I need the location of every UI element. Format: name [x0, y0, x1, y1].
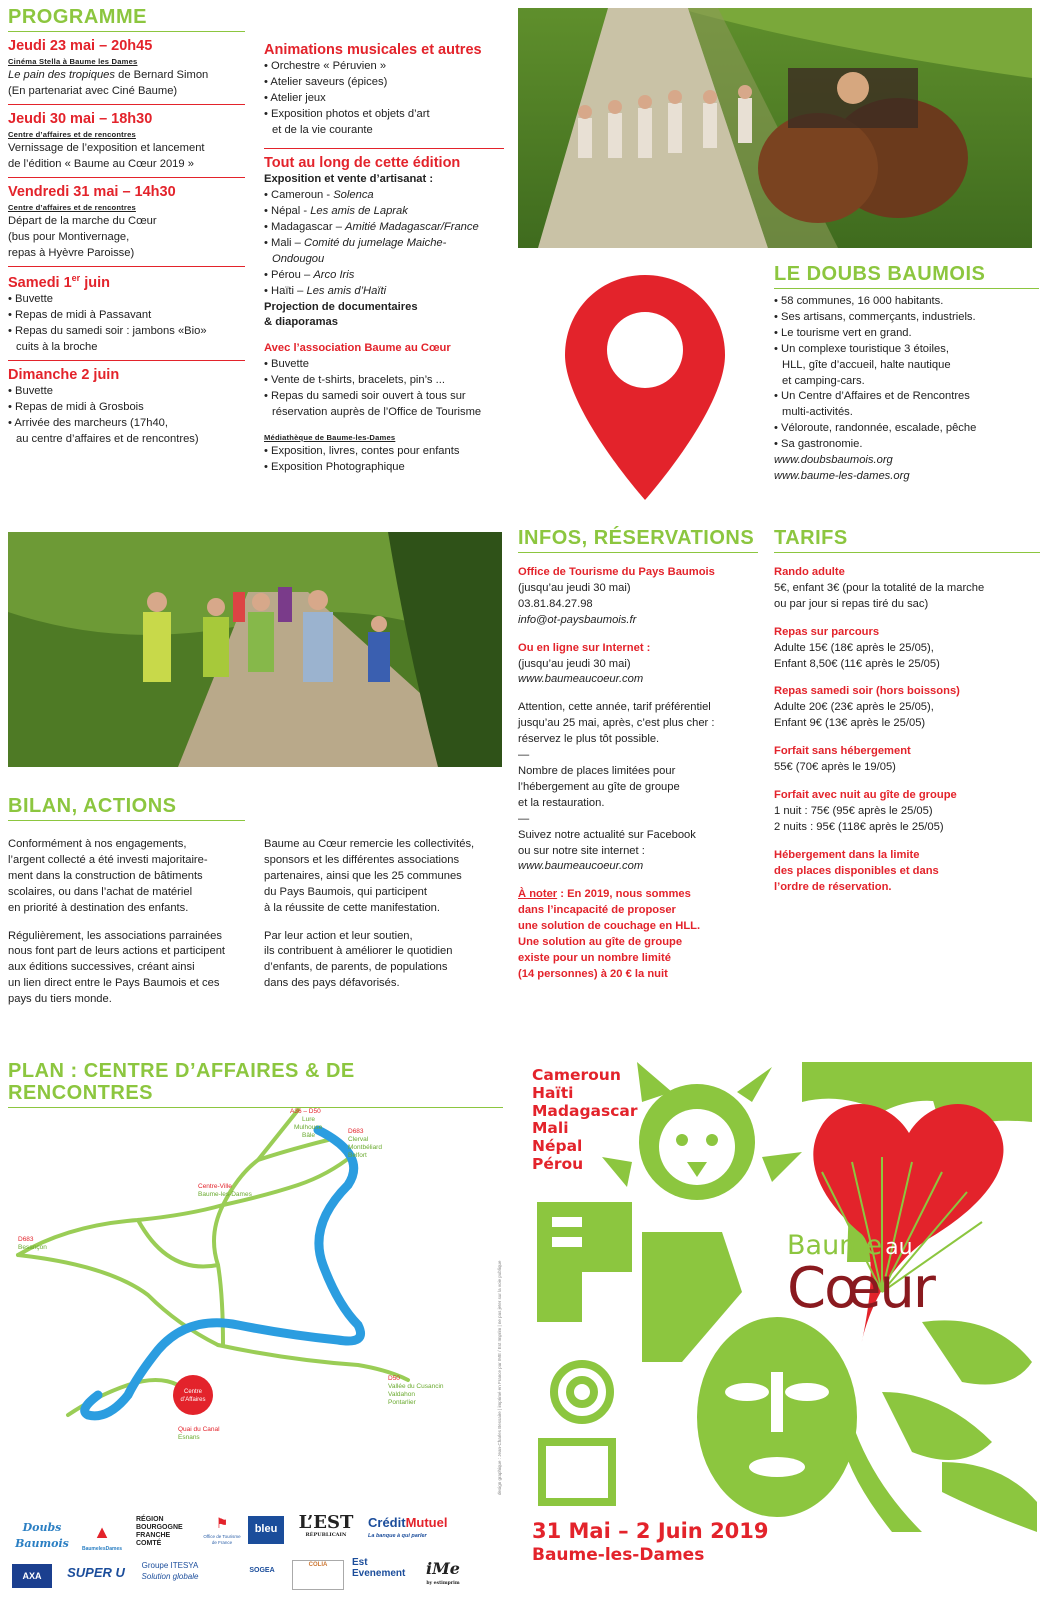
map-label: Belfort: [348, 1152, 367, 1159]
map-label: D683: [18, 1236, 34, 1243]
event-line: repas à Hyèvre Paroisse): [8, 246, 135, 259]
text-line: Régulièrement, les associations parrainées: [8, 929, 222, 942]
sponsor-est-republicain: L’EST RÉPUBLICAIN: [298, 1512, 354, 1538]
text-line: Baume au Cœur remercie les collectivités,: [264, 838, 475, 850]
divider: [264, 148, 504, 149]
list-item: • Exposition photos et objets d’art: [264, 108, 430, 121]
event-heading: Vendredi 31 mai – 14h30: [8, 183, 176, 200]
tarif-note: des places disponibles et dans: [774, 864, 939, 877]
list-item: réservation auprès de l’Office de Tourisme: [272, 406, 482, 418]
text-line: Conformément à nos engagements,: [8, 838, 187, 850]
country-name: Népal: [532, 1137, 583, 1156]
map-label: Quai du Canal: [178, 1426, 220, 1433]
text-line: un lien direct entre le Pays Baumois et ces: [8, 977, 220, 990]
list-item: • Vente de t-shirts, bracelets, pin’s ...: [264, 374, 445, 387]
event-line: • Repas du samedi soir : jambons «Bio»: [8, 324, 207, 337]
map-label: Besançon: [18, 1244, 47, 1251]
tarifs-section: [774, 527, 1040, 895]
bilan-section: [8, 795, 503, 833]
list-item: • Un Centre d’Affaires et de Rencontres: [774, 390, 970, 403]
event-line: • Buvette: [8, 293, 53, 306]
subheading: & diaporamas: [264, 316, 338, 329]
online-heading: Ou en ligne sur Internet :: [518, 641, 651, 654]
event-dates: 31 Mai – 2 Juin 2019: [532, 1519, 769, 1543]
info-line: jusqu’au 25 mai, après, c’est plus cher :: [518, 717, 715, 730]
office-heading: Office de Tourisme du Pays Baumois: [518, 566, 715, 578]
list-item: • Repas du samedi soir ouvert à tous sur: [264, 390, 466, 403]
tarif-heading: Rando adulte: [774, 566, 845, 578]
plan-title: PLAN : CENTRE D’AFFAIRES & DE RENCONTRES: [8, 1060, 355, 1104]
tarif-heading: Forfait sans hébergement: [774, 745, 911, 758]
event-line: cuits à la broche: [16, 340, 98, 353]
tarif-line: ou par jour si repas tiré du sac): [774, 597, 929, 610]
tarif-line: 2 nuits : 95€ (118€ après le 25/05): [774, 820, 944, 833]
list-item: • Cameroun - Solenca: [264, 189, 374, 202]
event-line: • Repas de midi à Passavant: [8, 308, 152, 321]
location-pin-icon: [560, 270, 730, 505]
list-item: et camping-cars.: [782, 374, 865, 387]
note-line: Une solution au gîte de groupe: [518, 936, 683, 949]
event-heading: Dimanche 2 juin: [8, 366, 120, 383]
dash-separator: —: [518, 812, 530, 825]
event-venue: Centre d’affaires et de rencontres: [8, 203, 136, 213]
text-line: nous font part de leurs actions et participent: [8, 945, 226, 958]
list-item: • Népal - Les amis de Laprak: [264, 205, 408, 218]
tarif-heading: Forfait avec nuit au gîte de groupe: [774, 788, 957, 801]
list-item: • Pérou – Arco Iris: [264, 268, 355, 281]
map-label: Mulhouse: [294, 1124, 323, 1131]
dash-separator: —: [518, 749, 530, 762]
bilan-column-right: [264, 837, 504, 992]
list-item: • Exposition Photographique: [264, 460, 405, 473]
info-line: Nombre de places limitées pour: [518, 764, 676, 777]
country-name: Pérou: [532, 1155, 584, 1174]
sponsor-france-bleu: bleu: [248, 1516, 284, 1544]
sponsor-axa: AXA: [12, 1564, 52, 1588]
tarif-line: Enfant 8,50€ (11€ après le 25/05): [774, 657, 940, 670]
tarif-heading: Repas samedi soir (hors boissons): [774, 685, 960, 698]
info-line: Attention, cette année, tarif préférentiel: [518, 701, 711, 714]
event-heading: Samedi 1er juin: [8, 272, 110, 291]
sponsor-super-u: SUPER U: [67, 1565, 125, 1580]
list-item: • Sa gastronomie.: [774, 438, 863, 451]
map-label: Esnans: [178, 1434, 200, 1441]
divider: [8, 177, 245, 178]
tarif-line: Enfant 9€ (13€ après le 25/05): [774, 717, 926, 730]
map-label: D50: [388, 1375, 400, 1382]
phone-number: 03.81.84.27.98: [518, 597, 593, 610]
map-label: Pontarlier: [388, 1399, 416, 1406]
text-line: en priorité à destination des enfants.: [8, 901, 189, 914]
note-line: dans l’incapacité de proposer: [518, 904, 676, 917]
event-heading: Jeudi 30 mai – 18h30: [8, 110, 153, 127]
assoc-heading: Avec l’association Baume au Cœur: [264, 342, 451, 355]
text-line: sponsors et les différentes associations: [264, 853, 460, 866]
section-heading: Animations musicales et autres: [264, 42, 482, 58]
tarif-note: l’ordre de réservation.: [774, 880, 892, 893]
baume-au-coeur-logo: Baume au Cœur: [787, 1230, 934, 1322]
credits: design graphique : Jean-Charles Bessaire | imprimé en France par IME / Est Imprim | ne pas jeter sur la voie publique: [497, 1260, 502, 1495]
list-item: • Exposition, livres, contes pour enfants: [264, 444, 460, 457]
text-line: ils contribuent à améliorer le quotidien: [264, 945, 453, 958]
website-link[interactable]: www.baume-les-dames.org: [774, 469, 910, 482]
info-line: l’hébergement au gîte de groupe: [518, 780, 680, 793]
tarif-note: Hébergement dans la limite: [774, 848, 920, 861]
river-label: Doubs: [293, 1322, 312, 1329]
list-item: • Buvette: [264, 358, 309, 371]
event-venue: Centre d’affaires et de rencontres: [8, 130, 136, 140]
text-line: l’argent collecté a été investi majoritaire-: [8, 853, 208, 866]
sponsors-bar: [8, 1512, 498, 1600]
text-line: scolaires, ou dans l’achat de matériel: [8, 885, 193, 898]
map-label: Montbéliard: [348, 1144, 382, 1151]
photo-horse-carriage: [518, 8, 1032, 248]
tarif-line: 5€, enfant 3€ (pour la totalité de la marche: [774, 581, 985, 594]
event-line: • Buvette: [8, 385, 53, 398]
photo-hikers: [8, 532, 502, 767]
text-line: du Pays Baumois, qui participent: [264, 885, 427, 898]
list-item: et de la vie courante: [272, 124, 373, 137]
sponsor-itesya: Groupe ITESYA Solution globale: [141, 1561, 199, 1582]
tarif-line: Adulte 20€ (23€ après le 25/05),: [774, 701, 934, 714]
subheading: Projection de documentaires: [264, 300, 418, 313]
sponsor-baume-les-dames: ▲ BaumelesDames: [78, 1520, 126, 1554]
event-line: Vernissage de l’exposition et lancement: [8, 142, 205, 155]
event-line: de Bernard Simon: [114, 69, 209, 82]
event-line: • Repas de midi à Grosbois: [8, 401, 144, 413]
sponsor-est-evenement: Est Evenement: [352, 1557, 406, 1579]
programme-title: PROGRAMME: [8, 6, 147, 28]
section-heading: Tout au long de cette édition: [264, 154, 461, 171]
map-label: Vallée du Cusancin: [388, 1383, 444, 1390]
info-line: (jusqu’au jeudi 30 mai): [518, 657, 631, 670]
sponsor-colia: COLIA: [292, 1560, 344, 1590]
text-line: ment dans la construction de bâtiments: [8, 869, 203, 882]
note-line: existe pour un nombre limité: [518, 951, 671, 964]
event-line: au centre d’affaires et de rencontres): [16, 432, 199, 445]
list-item: • Haïti – Les amis d’Haïti: [264, 284, 387, 297]
event-block: [8, 38, 245, 100]
map-label: Valdahon: [388, 1391, 415, 1398]
map-label: Bâle: [302, 1132, 316, 1139]
drop-icon: ▲: [93, 1522, 111, 1542]
event-place: Baume-les-Dames: [532, 1545, 705, 1565]
divider: [774, 288, 1039, 289]
note-block: À noter : En 2019, nous sommes: [518, 888, 691, 901]
text-line: aux éditions successives, créant ainsi: [8, 961, 195, 974]
website-link[interactable]: www.baumeaucoeur.com: [518, 860, 644, 873]
sponsor-doubs-baumois: Doubs Baumois: [15, 1521, 69, 1550]
event-heading: Jeudi 23 mai – 20h45: [8, 38, 153, 54]
info-line: ou sur notre site internet :: [518, 844, 645, 857]
site-map: [8, 1095, 488, 1441]
list-item: • Un complexe touristique 3 étoiles,: [774, 342, 949, 355]
event-block: [8, 184, 245, 262]
text-line: à la réussite de cette manifestation.: [264, 901, 440, 914]
tarif-line: 1 nuit : 75€ (95€ après le 25/05): [774, 804, 933, 817]
bilan-column-left: [8, 837, 248, 1008]
media-heading: Médiathèque de Baume-les-Dames: [264, 432, 396, 442]
country-name: Haïti: [532, 1083, 574, 1102]
email-link[interactable]: info@ot-paysbaumois.fr: [518, 613, 637, 626]
text-line: pays du tiers monde.: [8, 993, 112, 1006]
divider: [8, 360, 245, 361]
note-line: une solution de couchage en HLL.: [518, 920, 701, 933]
film-title: Le pain des tropiques: [8, 69, 115, 82]
divider: [8, 31, 245, 32]
event-venue: Cinéma Stella à Baume les Dames: [8, 57, 138, 67]
event-line: de l’édition « Baume au Cœur 2019 »: [8, 158, 194, 171]
info-line: (jusqu’au jeudi 30 mai): [518, 581, 631, 594]
list-item: Ondougou: [272, 252, 325, 265]
country-name: Mali: [532, 1119, 569, 1138]
subheading: Exposition et vente d’artisanat :: [264, 173, 434, 186]
infos-title: INFOS, RÉSERVATIONS: [518, 527, 755, 549]
event-block: [8, 111, 245, 173]
divider: [8, 820, 245, 821]
info-line: et la restauration.: [518, 796, 605, 809]
programme-section: [8, 6, 245, 448]
map-label: Lure: [302, 1116, 316, 1123]
event-block: [8, 273, 245, 356]
doubs-baumois-section: [774, 263, 1039, 485]
text-line: partenaires, ainsi que les 25 communes: [264, 869, 462, 882]
list-item: multi-activités.: [782, 406, 853, 419]
website-link[interactable]: www.doubsbaumois.org: [774, 454, 893, 467]
list-item: • Atelier jeux: [264, 92, 326, 105]
info-line: réservez le plus tôt possible.: [518, 733, 660, 746]
tarif-heading: Repas sur parcours: [774, 625, 880, 638]
sponsor-sogea: SOGEA: [249, 1567, 275, 1574]
event-line: • Arrivée des marcheurs (17h40,: [8, 416, 168, 429]
animations-section: [264, 42, 504, 476]
list-item: • Orchestre « Péruvien »: [264, 60, 387, 73]
divider: [8, 104, 245, 105]
website-link[interactable]: www.baumeaucoeur.com: [518, 673, 644, 686]
note-line: (14 personnes) à 20 € la nuit: [518, 967, 668, 980]
text-line: Par leur action et leur soutien,: [264, 929, 413, 942]
list-item: • Le tourisme vert en grand.: [774, 326, 912, 339]
event-poster: [522, 1062, 1040, 1565]
divider: [8, 266, 245, 267]
divider: [774, 552, 1040, 553]
text-line: d’enfants, de parents, de populations: [264, 961, 448, 974]
event-line: (bus pour Montivernage,: [8, 231, 130, 244]
map-label: Centre: [183, 1389, 203, 1395]
list-item: HLL, gîte d’accueil, halte nautique: [782, 358, 951, 371]
list-item: • Ses artisans, commerçants, industriels.: [774, 310, 976, 323]
map-label: A36 – D50: [290, 1108, 321, 1115]
map-label: D683: [348, 1128, 364, 1135]
list-item: • Atelier saveurs (épices): [264, 76, 388, 89]
text-line: dans des pays défavorisés.: [264, 977, 400, 990]
event-block: [8, 367, 245, 448]
info-line: Suivez notre actualité sur Facebook: [518, 828, 696, 841]
divider: [518, 552, 758, 553]
sponsor-office-tourisme: ⚑ Office de Tourisme de France: [203, 1515, 241, 1546]
doubs-title: LE DOUBS BAUMOIS: [774, 263, 986, 285]
tarif-line: 55€ (70€ après le 19/05): [774, 761, 896, 774]
sponsor-ime: iMe by estimprim: [426, 1559, 460, 1586]
event-line: (En partenariat avec Ciné Baume): [8, 85, 178, 98]
event-line: Départ de la marche du Cœur: [8, 215, 157, 228]
sponsor-region: RÉGION BOURGOGNE FRANCHE COMTÉ: [136, 1516, 183, 1548]
tarifs-title: TARIFS: [774, 527, 848, 549]
infos-section: [518, 527, 758, 983]
tarif-line: Adulte 15€ (18€ après le 25/05),: [774, 641, 934, 654]
countries-list: [532, 1067, 638, 1174]
list-item: • 58 communes, 16 000 habitants.: [774, 295, 944, 307]
list-item: • Véloroute, randonnée, escalade, pêche: [774, 422, 977, 435]
map-label: d’Affaires: [180, 1397, 206, 1403]
list-item: • Madagascar – Amitié Madagascar/France: [264, 221, 479, 234]
bilan-title: BILAN, ACTIONS: [8, 795, 177, 817]
map-label: Centre-Ville: [198, 1183, 232, 1190]
country-name: Madagascar: [532, 1101, 638, 1120]
country-name: Cameroun: [532, 1066, 621, 1084]
map-label: Clerval: [348, 1136, 369, 1143]
list-item: • Mali – Comité du jumelage Maiche-: [264, 236, 447, 249]
map-label: Baume-les-Dames: [198, 1191, 252, 1198]
sponsor-credit-mutuel: CréditMutuel La banque à qui parler: [368, 1515, 448, 1539]
